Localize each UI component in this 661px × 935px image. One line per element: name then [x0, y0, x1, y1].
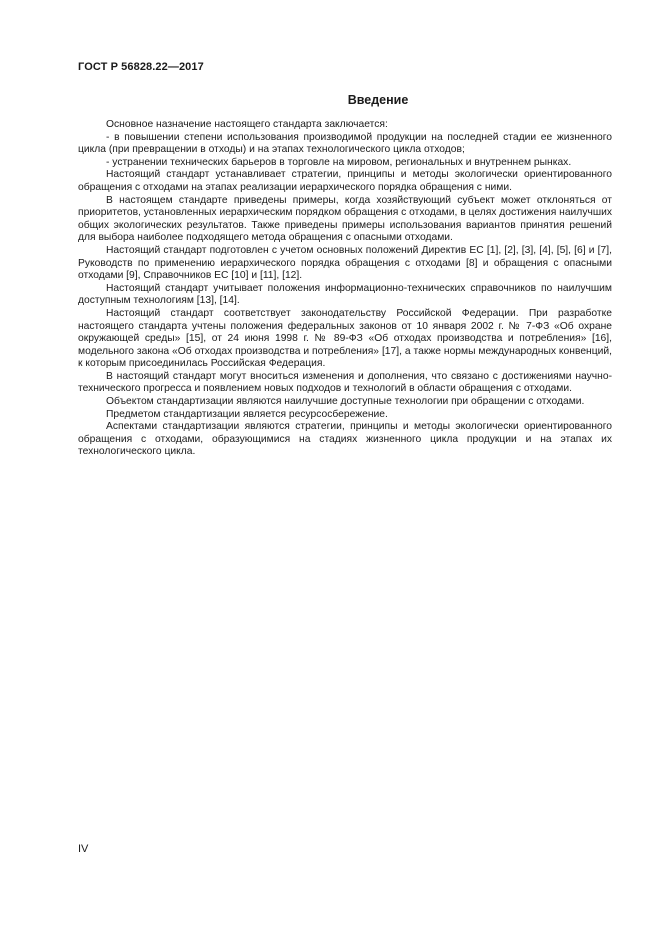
paragraph: Настоящий стандарт соответствует законодательству Российской Федерации. При разработке настоящего стандарта учтены положения федеральных законов от 10 января 2002 г. № 7-ФЗ «Об охране окружающей среды» [15], от 24 июня 1998 г. № 89-ФЗ «Об отходах производства и потребления» [16], модельного закона «Об отходах производства и потребления» [17], а также нормы международных конвенций, к которым присоединилась Российская Федерация. [78, 307, 612, 370]
paragraph: Объектом стандартизации являются наилучшие доступные технологии при обращении с отходами. [106, 396, 585, 408]
paragraph: В настоящий стандарт могут вноситься изменения и дополнения, что связано с достижениями научно-технического прогресса и появлением новых подходов и технологий в области обращения с отходами. [78, 370, 612, 395]
paragraph: Аспектами стандартизации являются стратегии, принципы и методы экологически ориентированного обращения с отходами, образующимися на стадиях жизненного цикла продукции и на этапах их технологического цикла. [78, 421, 612, 458]
paragraph: Настоящий стандарт учитывает положения информационно-технических справочников по наилучшим доступным технологиям [13], [14]. [78, 282, 612, 307]
paragraph: Настоящий стандарт устанавливает стратегии, принципы и методы экологически ориентированного обращения с отходами на этапах реализации иерархического порядка обращения с ними. [78, 169, 612, 193]
document-code: ГОСТ Р 56828.22—2017 [78, 61, 204, 73]
bullet-item: - устранении технических барьеров в торговле на мировом, региональных и внутреннем рынках. [106, 156, 572, 168]
paragraph: Настоящий стандарт подготовлен с учетом основных положений Директив ЕС [1], [2], [3], [4], [5], [6] и [7], Руководств по применению иерархического порядка обращения с отходами [8] и обращения с опасными отходами [9], Справочников ЕС [10] и [11], [12]. [78, 244, 612, 282]
paragraph: Основное назначение настоящего стандарта заключается: [106, 119, 388, 130]
section-title: Введение [347, 93, 409, 107]
bullet-item: - в повышении степени использования производимой продукции на последней стадии ее жизненного цикла (при превращении в отходы) и на этапах технологического цикла отходов; [78, 131, 612, 156]
paragraph: В настоящем стандарте приведены примеры, когда хозяйствующий субъект может отклоняться от приоритетов, установленных иерархическим порядком обращения с отходами, в целях достижения наилучших общих экологических результатов. Также приведены примеры использования вариантов принятия решений для выбора наиболее подходящего метода обращения с опасными отходами. [78, 194, 612, 244]
body-text [78, 119, 612, 459]
paragraph: Предметом стандартизации является ресурсосбережение. [106, 408, 388, 420]
page-number: IV [78, 843, 89, 855]
